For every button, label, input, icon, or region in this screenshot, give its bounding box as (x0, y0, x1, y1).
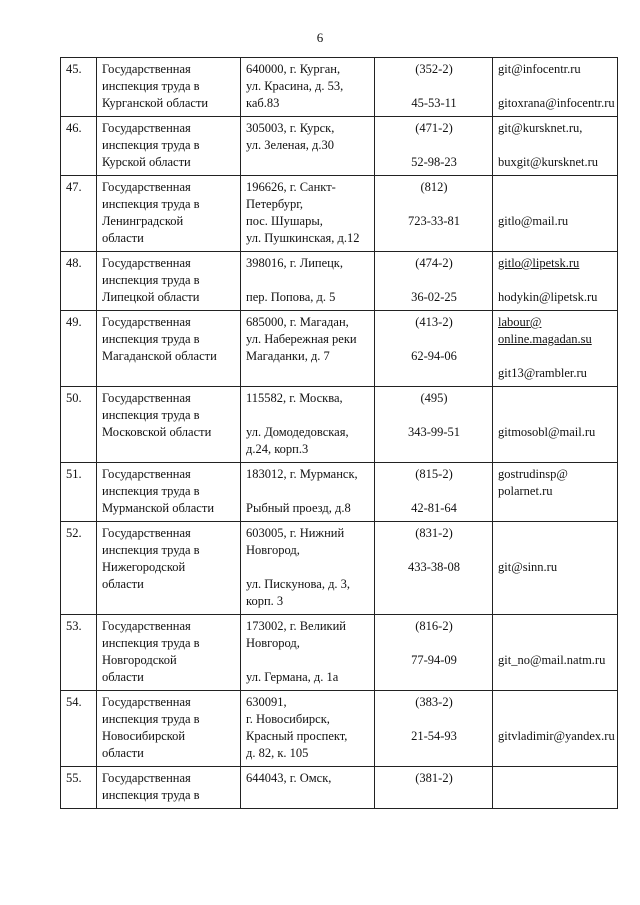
address-line: д.24, корп.3 (246, 442, 309, 456)
org-name-line: инспекция труда в (102, 79, 200, 93)
org-name-line: Курганской области (102, 96, 209, 110)
spacer (498, 618, 613, 635)
phone-line: 36-02-25 (411, 290, 457, 304)
email (493, 311, 618, 387)
spacer (380, 196, 488, 213)
row-number-cell (61, 176, 97, 252)
row-number-cell (61, 311, 97, 387)
row-number: 51. (66, 467, 82, 481)
email-link[interactable]: git@kursknet.ru, (498, 121, 583, 135)
row-number: 54. (66, 695, 82, 709)
email-link[interactable]: gitlo@lipetsk.ru (498, 256, 580, 270)
phone (375, 522, 493, 615)
phone-line: (413-2) (415, 315, 453, 329)
address-line: 603005, г. Нижний (246, 526, 345, 540)
org-name-line: Московской области (102, 425, 212, 439)
address-line: корп. 3 (246, 594, 284, 608)
org-name-line: области (102, 746, 144, 760)
email-link[interactable]: gitlo@mail.ru (498, 214, 569, 228)
address (241, 463, 375, 522)
email (493, 387, 618, 463)
phone-line: 62-94-06 (411, 349, 457, 363)
spacer (498, 348, 613, 365)
spacer (380, 137, 488, 154)
row-number-cell (61, 615, 97, 691)
org-name-line: Государственная (102, 62, 191, 76)
org-name-line: Курской области (102, 155, 191, 169)
address (241, 311, 375, 387)
org-name-line: Государственная (102, 467, 191, 481)
phone (375, 387, 493, 463)
email-link[interactable]: online.magadan.su (498, 332, 592, 346)
org-name-line: инспекция труда в (102, 138, 200, 152)
email-link[interactable]: gitvladimir@yandex.ru (498, 729, 615, 743)
address-line: Новгород, (246, 636, 300, 650)
org-name-line: Ленинградской (102, 214, 184, 228)
row-number-cell (61, 767, 97, 809)
spacer (498, 542, 613, 559)
address (241, 691, 375, 767)
inspections-table (60, 57, 618, 809)
spacer (380, 331, 488, 348)
phone (375, 691, 493, 767)
org-name (97, 463, 241, 522)
spacer (246, 559, 370, 576)
table-row (61, 463, 618, 522)
phone-line: (352-2) (415, 62, 453, 76)
table-row (61, 252, 618, 311)
spacer (246, 483, 370, 500)
email-link[interactable]: gitmosobl@mail.ru (498, 425, 596, 439)
spacer (498, 635, 613, 652)
address (241, 387, 375, 463)
spacer (246, 652, 370, 669)
org-name (97, 311, 241, 387)
phone (375, 252, 493, 311)
address (241, 117, 375, 176)
spacer (498, 78, 613, 95)
address-line: 183012, г. Мурманск, (246, 467, 358, 481)
row-number: 45. (66, 62, 82, 76)
email (493, 767, 618, 809)
org-name-line: Государственная (102, 256, 191, 270)
address-line: пер. Попова, д. 5 (246, 290, 336, 304)
phone-line: 77-94-09 (411, 653, 457, 667)
spacer (380, 542, 488, 559)
row-number-cell (61, 58, 97, 117)
email (493, 615, 618, 691)
org-name-line: Новосибирской (102, 729, 186, 743)
org-name-line: инспекция труда в (102, 197, 200, 211)
spacer (380, 272, 488, 289)
row-number-cell (61, 522, 97, 615)
address-line: ул. Германа, д. 1а (246, 670, 339, 684)
phone (375, 463, 493, 522)
org-name (97, 58, 241, 117)
address-line: 685000, г. Магадан, (246, 315, 349, 329)
table-row (61, 117, 618, 176)
email-link[interactable]: git@sinn.ru (498, 560, 558, 574)
org-name (97, 387, 241, 463)
address-line: 115582, г. Москва, (246, 391, 343, 405)
phone-line: (381-2) (415, 771, 453, 785)
address-line: ул. Пушкинская, д.12 (246, 231, 360, 245)
spacer (380, 483, 488, 500)
phone (375, 117, 493, 176)
org-name-line: Государственная (102, 695, 191, 709)
email-link[interactable]: buxgit@kursknet.ru (498, 155, 599, 169)
phone-line: (471-2) (415, 121, 453, 135)
phone-line: (383-2) (415, 695, 453, 709)
phone-line: 343-99-51 (407, 425, 461, 439)
org-name (97, 522, 241, 615)
row-number: 53. (66, 619, 82, 633)
phone (375, 176, 493, 252)
org-name (97, 615, 241, 691)
org-name-line: инспекция труда в (102, 788, 200, 802)
email (493, 522, 618, 615)
org-name (97, 117, 241, 176)
org-name-line: Нижегородской (102, 560, 186, 574)
address-line: 305003, г. Курск, (246, 121, 335, 135)
phone (375, 615, 493, 691)
address-line: Рыбный проезд, д.8 (246, 501, 351, 515)
address-line: 173002, г. Великий (246, 619, 346, 633)
email-link[interactable]: git@infocentr.ru (498, 62, 581, 76)
spacer (498, 694, 613, 711)
phone-line: (474-2) (415, 256, 453, 270)
email (493, 463, 618, 522)
row-number: 50. (66, 391, 82, 405)
org-name-line: инспекция труда в (102, 484, 200, 498)
email-link[interactable]: gitoxrana@infocentr.ru (498, 96, 615, 110)
org-name-line: инспекция труда в (102, 332, 200, 346)
phone (375, 767, 493, 809)
address (241, 252, 375, 311)
phone (375, 58, 493, 117)
table-row (61, 176, 618, 252)
row-number-cell (61, 117, 97, 176)
spacer (498, 272, 613, 289)
email (493, 252, 618, 311)
table-row (61, 767, 618, 809)
org-name-line: Государственная (102, 315, 191, 329)
phone-line: (831-2) (415, 526, 453, 540)
spacer (498, 179, 613, 196)
org-name-line: инспекция труда в (102, 636, 200, 650)
spacer (498, 711, 613, 728)
spacer (498, 137, 613, 154)
address-line: 644043, г. Омск, (246, 771, 332, 785)
org-name-line: области (102, 670, 144, 684)
spacer (380, 711, 488, 728)
email-link[interactable]: labour@ (498, 315, 542, 329)
email-link[interactable]: polarnet.ru (498, 484, 553, 498)
address-line: Магаданки, д. 7 (246, 349, 330, 363)
spacer (380, 78, 488, 95)
row-number-cell (61, 691, 97, 767)
address-line: ул. Домодедовская, (246, 425, 349, 439)
address-line: 196626, г. Санкт- (246, 180, 336, 194)
org-name-line: области (102, 577, 144, 591)
address-line: Петербург, (246, 197, 304, 211)
email-link[interactable]: git_no@mail.natm.ru (498, 653, 606, 667)
row-number: 47. (66, 180, 82, 194)
address-line: г. Новосибирск, (246, 712, 330, 726)
row-number: 46. (66, 121, 82, 135)
address-line: ул. Пискунова, д. 3, (246, 577, 351, 591)
phone-line: 723-33-81 (407, 214, 461, 228)
phone-line: (812) (420, 180, 448, 194)
org-name-line: Государственная (102, 391, 191, 405)
address-line: 630091, (246, 695, 287, 709)
address (241, 176, 375, 252)
row-number-cell (61, 387, 97, 463)
phone-line: (495) (420, 391, 448, 405)
address (241, 767, 375, 809)
org-name (97, 691, 241, 767)
email (493, 58, 618, 117)
phone-line: 45-53-11 (411, 96, 457, 110)
phone-line: 52-98-23 (411, 155, 457, 169)
org-name-line: Государственная (102, 771, 191, 785)
spacer (246, 272, 370, 289)
address (241, 58, 375, 117)
org-name-line: инспекция труда в (102, 543, 200, 557)
address-line: Новгород, (246, 543, 300, 557)
org-name-line: Государственная (102, 180, 191, 194)
phone-line: 42-81-64 (411, 501, 457, 515)
org-name-line: Липецкой области (102, 290, 200, 304)
spacer (380, 635, 488, 652)
address-line: ул. Набережная реки (246, 332, 357, 346)
org-name-line: Новгородской (102, 653, 177, 667)
email (493, 117, 618, 176)
phone-line: 433-38-08 (407, 560, 461, 574)
spacer (246, 407, 370, 424)
table-row (61, 58, 618, 117)
org-name-line: Государственная (102, 121, 191, 135)
org-name-line: инспекция труда в (102, 273, 200, 287)
org-name-line: инспекция труда в (102, 408, 200, 422)
table-row (61, 387, 618, 463)
address-line: каб.83 (246, 96, 280, 110)
email-link[interactable]: hodykin@lipetsk.ru (498, 290, 598, 304)
spacer (498, 390, 613, 407)
table-row (61, 615, 618, 691)
org-name (97, 767, 241, 809)
page-number: 6 (316, 30, 324, 45)
table-row (61, 522, 618, 615)
email (493, 691, 618, 767)
address-line: 398016, г. Липецк, (246, 256, 344, 270)
phone-line: (816-2) (415, 619, 453, 633)
org-name-line: инспекция труда в (102, 712, 200, 726)
phone (375, 311, 493, 387)
row-number: 55. (66, 771, 82, 785)
spacer (498, 525, 613, 542)
spacer (380, 407, 488, 424)
org-name (97, 252, 241, 311)
email-link[interactable]: git13@rambler.ru (498, 366, 587, 380)
org-name-line: Государственная (102, 619, 191, 633)
org-name-line: области (102, 231, 144, 245)
address-line: ул. Зеленая, д.30 (246, 138, 335, 152)
address (241, 615, 375, 691)
address (241, 522, 375, 615)
address-line: д. 82, к. 105 (246, 746, 309, 760)
phone-line: (815-2) (415, 467, 453, 481)
email (493, 176, 618, 252)
address-line: ул. Красина, д. 53, (246, 79, 344, 93)
org-name (97, 176, 241, 252)
spacer (498, 196, 613, 213)
row-number-cell (61, 463, 97, 522)
table-row (61, 311, 618, 387)
phone-line: 21-54-93 (411, 729, 457, 743)
spacer (498, 407, 613, 424)
org-name-line: Мурманской области (102, 501, 215, 515)
row-number-cell (61, 252, 97, 311)
org-name-line: Государственная (102, 526, 191, 540)
email-link[interactable]: gostrudinsp@ (498, 467, 568, 481)
address-line: Красный проспект, (246, 729, 348, 743)
row-number: 48. (66, 256, 82, 270)
table-row (61, 691, 618, 767)
row-number: 49. (66, 315, 82, 329)
row-number: 52. (66, 526, 82, 540)
org-name-line: Магаданской области (102, 349, 217, 363)
address-line: 640000, г. Курган, (246, 62, 341, 76)
address-line: пос. Шушары, (246, 214, 323, 228)
